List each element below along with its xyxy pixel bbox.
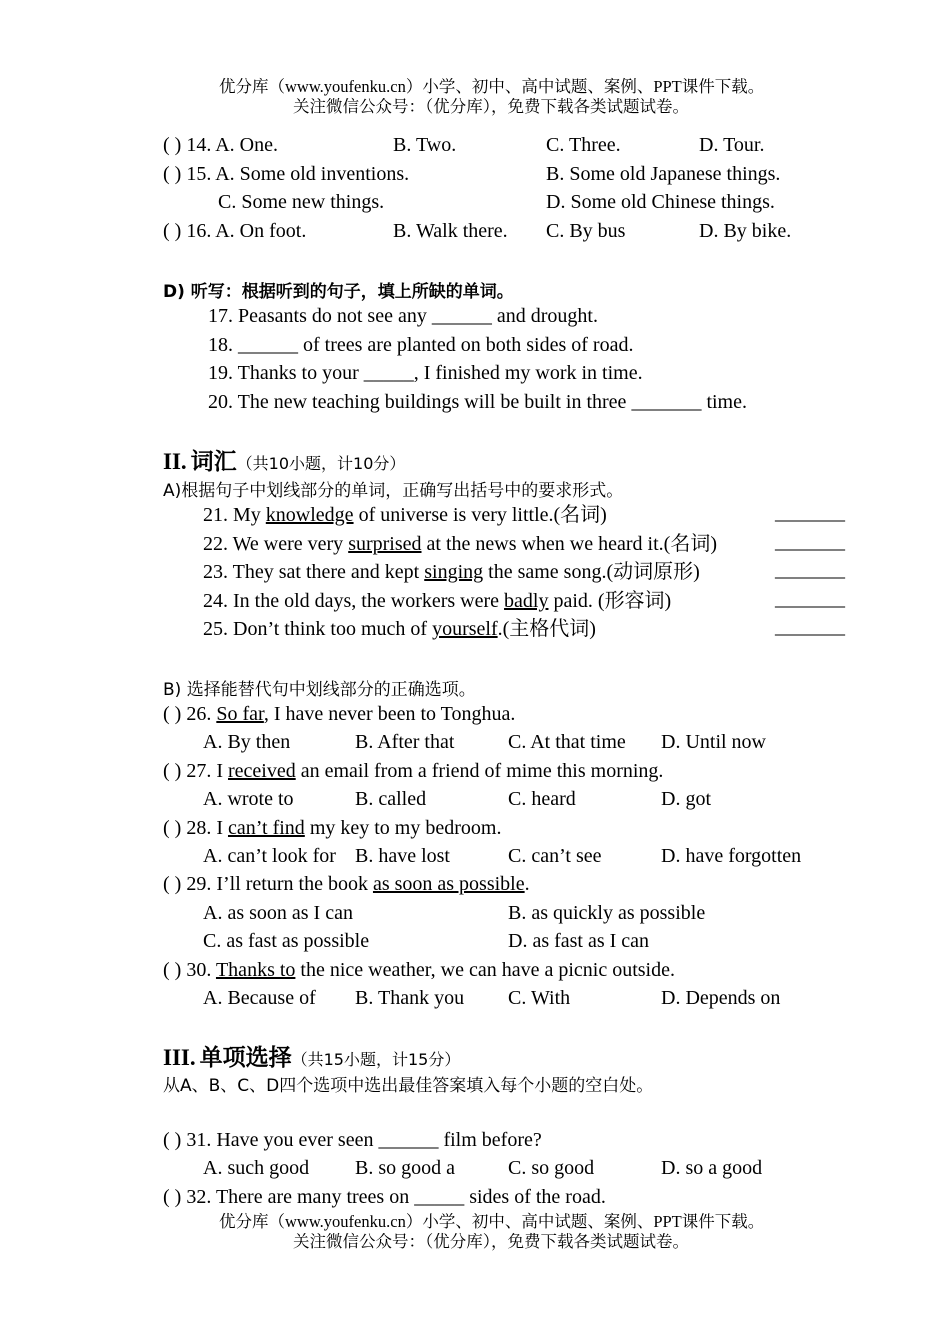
q26-option-d: D. Until now <box>661 731 766 753</box>
q28-option-d: D. have forgotten <box>661 845 802 867</box>
section-3-title: 单项选择 <box>199 1045 292 1071</box>
q17: 17. Peasants do not see any ______ and drought. <box>208 305 598 327</box>
q22-post: at the news when we heard it.(名词) <box>421 533 717 555</box>
section-2-title: 词汇 <box>190 449 237 475</box>
q29-option-c: C. as fast as possible <box>203 930 370 952</box>
vocab-part-a-instruction: A)根据句子中划线部分的单词，正确写出括号中的要求形式。 <box>163 481 624 501</box>
q30-stem <box>163 957 675 983</box>
section-3-subtitle: （共15小题，计15分） <box>291 1050 461 1069</box>
q21-pre: 21. My <box>203 504 266 526</box>
q23-answer-blank[interactable]: _______ <box>775 559 845 581</box>
q30-option-a: A. Because of <box>203 987 316 1009</box>
q29-option-b: B. as quickly as possible <box>508 902 706 924</box>
q19: 19. Thanks to your _____, I finished my work in time. <box>208 362 643 384</box>
q14-option-d: D. Tour. <box>699 134 765 156</box>
q31-option-b: B. so good a <box>355 1157 455 1179</box>
dictation-heading: D) 听写：根据听到的句子，填上所缺的单词。 <box>163 282 514 302</box>
section-3-instruction: 从A、B、C、D四个选项中选出最佳答案填入每个小题的空白处。 <box>163 1076 654 1096</box>
q24-post: paid. (形容词) <box>548 590 672 612</box>
q27-option-d: D. got <box>661 788 711 810</box>
q30-option-b: B. Thank you <box>355 987 465 1009</box>
q15-option-b: B. Some old Japanese things. <box>546 163 781 185</box>
q27-post: an email from a friend of mime this morning. <box>295 760 664 782</box>
q30-option-d: D. Depends on <box>661 987 781 1009</box>
q15-option-d: D. Some old Chinese things. <box>546 191 775 213</box>
q14-stem-option-a: ( ) 14. A. One. <box>163 134 278 156</box>
footer-line-2: 关注微信公众号：（优分库），免费下载各类试题试卷。 <box>293 1232 689 1251</box>
q26-option-c: C. At that time <box>508 731 626 753</box>
q23-pre: 23. They sat there and kept <box>203 561 425 583</box>
q27-option-c: C. heard <box>508 788 576 810</box>
q25 <box>203 616 596 642</box>
section-3-number: III. <box>163 1045 196 1070</box>
q29-post: . <box>524 873 530 895</box>
q15-stem-option-a: ( ) 15. A. Some old inventions. <box>163 163 410 185</box>
q22-pre: 22. We were very <box>203 533 349 555</box>
q24-underlined: badly <box>504 590 549 612</box>
q15-option-c: C. Some new things. <box>218 191 385 213</box>
section-3-heading <box>163 1039 460 1072</box>
q16-option-c: C. By bus <box>546 220 626 242</box>
q28-option-b: B. have lost <box>355 845 450 867</box>
section-2-heading <box>163 443 405 476</box>
q26-option-b: B. After that <box>355 731 455 753</box>
q26-pre: ( ) 26. <box>163 703 217 725</box>
header-line-1: 优分库（www.youfenku.cn）小学、初中、高中试题、案例、PPT课件下载。 <box>219 77 765 96</box>
q26-stem <box>163 701 515 727</box>
q25-answer-blank[interactable]: _______ <box>775 616 845 638</box>
q32-stem: ( ) 32. There are many trees on _____ sides of the road. <box>163 1186 606 1208</box>
q31-stem: ( ) 31. Have you ever seen ______ film before? <box>163 1129 542 1151</box>
q21-answer-blank[interactable]: _______ <box>775 502 845 524</box>
q30-post: the nice weather, we can have a picnic outside. <box>295 959 675 981</box>
q28-pre: ( ) 28. I <box>163 817 228 839</box>
q25-underlined: yourself <box>432 618 498 640</box>
q21-underlined: knowledge <box>265 504 354 526</box>
q29-pre: ( ) 29. I’ll return the book <box>163 873 373 895</box>
q16-stem-option-a: ( ) 16. A. On foot. <box>163 220 307 242</box>
q25-post: .(主格代词) <box>497 618 596 640</box>
q30-underlined: Thanks to <box>215 959 296 981</box>
q22-answer-blank[interactable]: _______ <box>775 531 845 553</box>
q14-option-b: B. Two. <box>393 134 457 156</box>
q23-underlined: singing <box>424 561 484 583</box>
q24-pre: 24. In the old days, the workers were <box>203 590 505 612</box>
q30-pre: ( ) 30. <box>163 959 216 981</box>
q28-option-a: A. can’t look for <box>203 845 336 867</box>
q31-option-a: A. such good <box>203 1157 310 1179</box>
q29-underlined: as soon as possible <box>372 873 525 895</box>
q26-option-a: A. By then <box>203 731 291 753</box>
q21-post: of universe is very little.(名词) <box>353 504 607 526</box>
q26-post: , I have never been to Tonghua. <box>263 703 516 725</box>
q24 <box>203 588 671 614</box>
q27-underlined: received <box>227 760 296 782</box>
q23-post: the same song.(动词原形) <box>483 561 700 583</box>
q27-option-b: B. called <box>355 788 427 810</box>
q20: 20. The new teaching buildings will be built in three _______ time. <box>208 391 747 413</box>
q27-pre: ( ) 27. I <box>163 760 228 782</box>
q28-post: my key to my bedroom. <box>304 817 502 839</box>
q25-pre: 25. Don’t think too much of <box>203 618 433 640</box>
q21 <box>203 502 607 528</box>
q29-option-d: D. as fast as I can <box>508 930 650 952</box>
q22-underlined: surprised <box>348 533 422 555</box>
q28-underlined: can’t find <box>227 817 305 839</box>
q14-option-c: C. Three. <box>546 134 621 156</box>
q31-option-d: D. so a good <box>661 1157 763 1179</box>
q23 <box>203 559 700 585</box>
vocab-part-b-instruction: B) 选择能替代句中划线部分的正确选项。 <box>163 680 476 700</box>
q24-answer-blank[interactable]: _______ <box>775 588 845 610</box>
q16-option-d: D. By bike. <box>699 220 792 242</box>
q27-option-a: A. wrote to <box>203 788 294 810</box>
header-line-2: 关注微信公众号：（优分库），免费下载各类试题试卷。 <box>293 97 689 116</box>
q29-option-a: A. as soon as I can <box>203 902 353 924</box>
q27-stem <box>163 758 663 784</box>
q31-option-c: C. so good <box>508 1157 595 1179</box>
q26-underlined: So far <box>216 703 264 725</box>
q28-option-c: C. can’t see <box>508 845 602 867</box>
q16-option-b: B. Walk there. <box>393 220 508 242</box>
q29-stem <box>163 871 530 897</box>
q30-option-c: C. With <box>508 987 571 1009</box>
footer-line-1: 优分库（www.youfenku.cn）小学、初中、高中试题、案例、PPT课件下载。 <box>219 1212 765 1231</box>
section-2-number: II. <box>163 449 187 474</box>
q28-stem <box>163 815 501 841</box>
q18: 18. ______ of trees are planted on both sides of road. <box>208 334 634 356</box>
q22 <box>203 531 717 557</box>
section-2-subtitle: （共10小题，计10分） <box>236 454 406 473</box>
